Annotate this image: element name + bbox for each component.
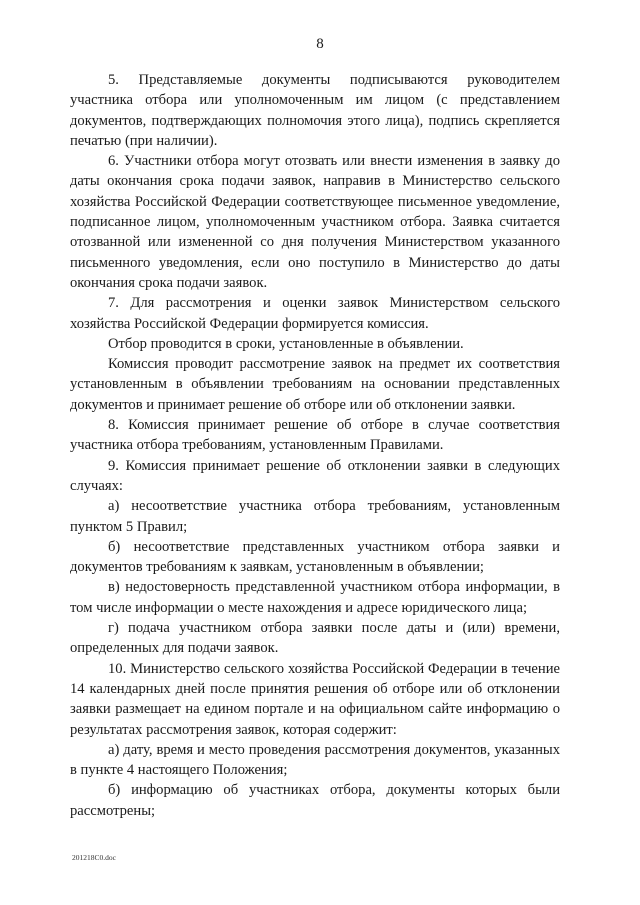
paragraph-9-b: б) несоответствие представленных участником отбора заявки и документов требованиям к заявкам, установленным в объявлении; — [70, 538, 560, 576]
paragraph-7-commission: Комиссия проводит рассмотрение заявок на предмет их соответствия установленным в объявлении требованиям на основании представленных документов и принимает решение об отборе или об отклонении заявки. — [70, 356, 560, 413]
document-body — [70, 70, 560, 821]
paragraph-6: 6. Участники отбора могут отозвать или внести изменения в заявку до даты окончания срока подачи заявок, направив в Министерство сельского хозяйства Российской Федерации соответствующее письменное уведомление, подписанное лицом, уполномоченным участником отбора. Заявка считается отозванной или измененной со дня получения Министерством указанного письменного уведомления, если оно поступило в Министерство до даты окончания срока подачи заявок. — [70, 153, 560, 291]
paragraph-10-b: б) информацию об участниках отбора, документы которых были рассмотрены; — [70, 782, 560, 819]
page-number: 8 — [316, 36, 324, 52]
paragraph-10-a: а) дату, время и место проведения рассмотрения документов, указанных в пункте 4 настоящего Положения; — [70, 741, 560, 779]
paragraph-10: 10. Министерство сельского хозяйства Российской Федерации в течение 14 календарных дней после принятия решения об отборе или об отклонении заявки размещает на едином портале и на официальном сайте информацию о результатах рассмотрения заявок, которая содержит: — [70, 660, 560, 738]
paragraph-5: 5. Представляемые документы подписываются руководителем участника отбора или уполномоченным им лицом (с представлением документов, подтверждающих полномочия этого лица), подпись скрепляется печатью (при наличии). — [70, 72, 560, 149]
paragraph-7: 7. Для рассмотрения и оценки заявок Министерством сельского хозяйства Российской Федерации формируется комиссия. — [70, 295, 560, 332]
paragraph-8: 8. Комиссия принимает решение об отборе в случае соответствия участника отбора требованиям, установленным Правилами. — [70, 417, 560, 454]
paragraph-9-g: г) подача участником отбора заявки после даты и (или) времени, определенных для подачи заявок. — [70, 620, 560, 657]
paragraph-9: 9. Комиссия принимает решение об отклонении заявки в следующих случаях: — [70, 457, 560, 494]
paragraph-9-v: в) недостоверность представленной участником отбора информации, в том числе информации о месте нахождения и адресе юридического лица; — [70, 579, 560, 616]
paragraph-7-terms: Отбор проводится в сроки, установленные в объявлении. — [108, 335, 464, 352]
footer-file-code: 201218C0.doc — [72, 853, 116, 862]
paragraph-9-a: а) несоответствие участника отбора требованиям, установленным пунктом 5 Правил; — [70, 498, 560, 535]
